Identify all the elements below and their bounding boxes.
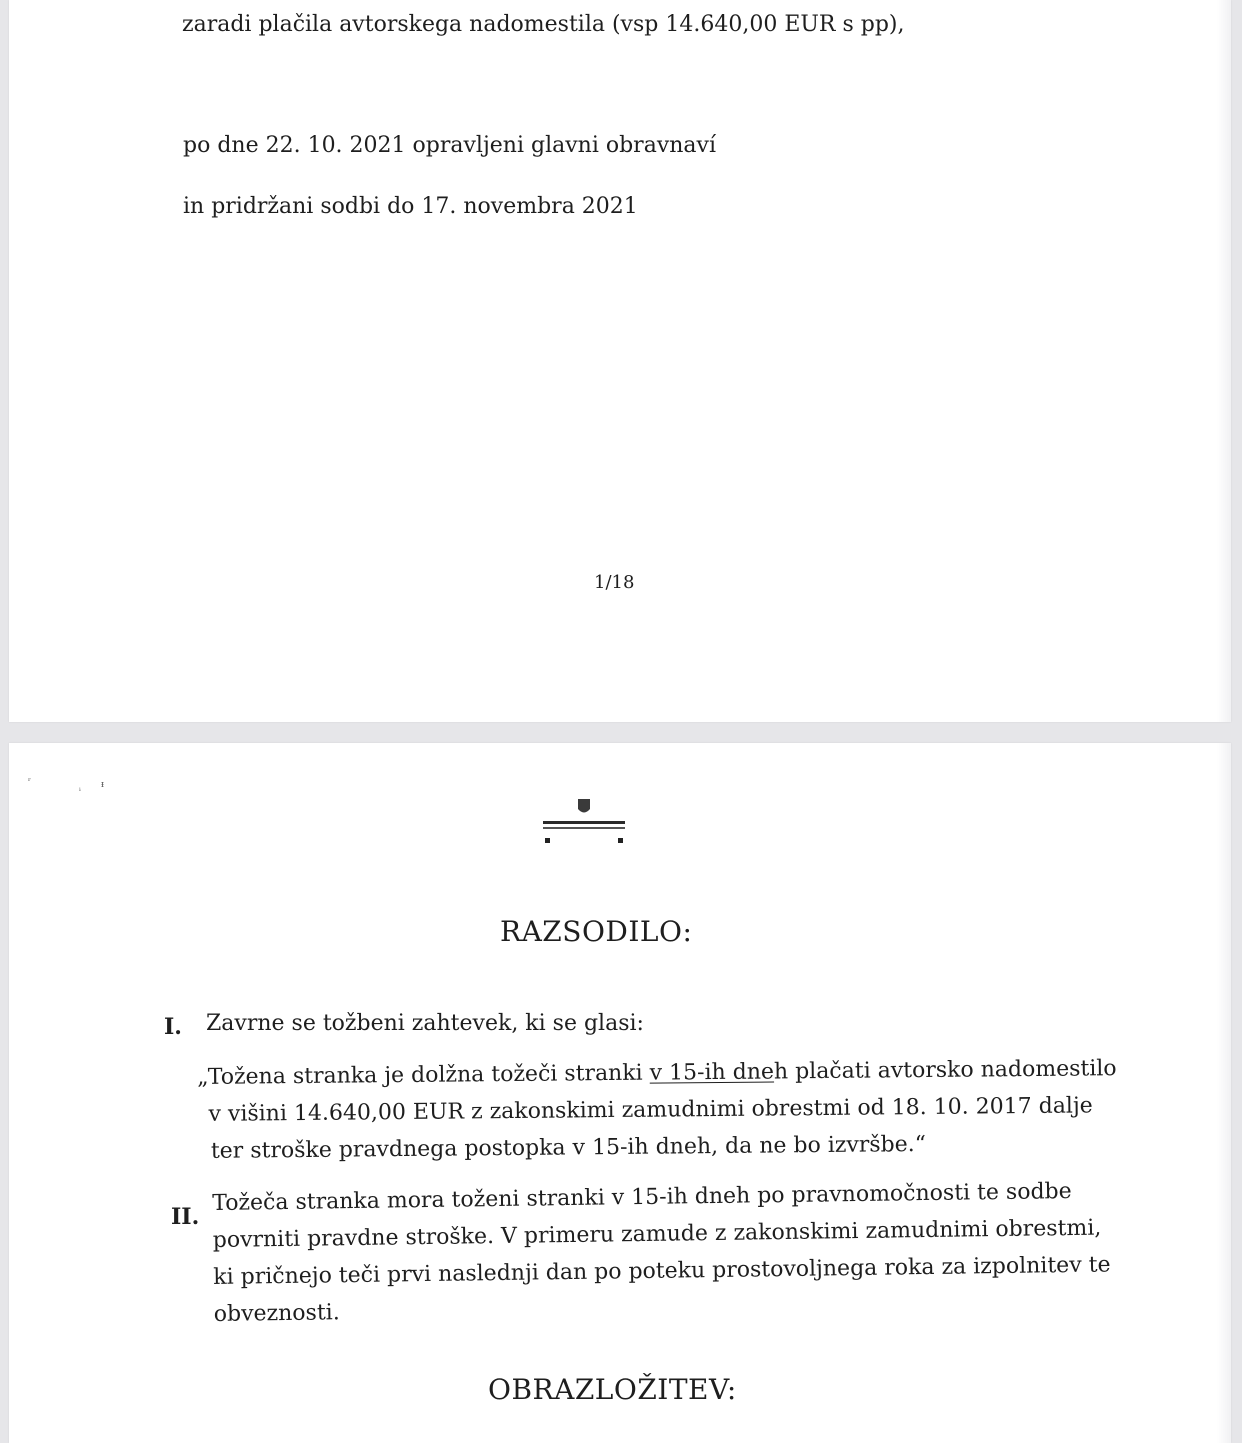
- claim-quote-line-2: v višini 14.640,00 EUR z zakonskimi zamudnimi obrestmi od 18. 10. 2017 dalje: [208, 1093, 1093, 1127]
- page-number: 1/18: [594, 572, 635, 593]
- costs-line-2: povrniti pravdne stroške. V primeru zamude z zakonskimi zamudnimi obrestmi,: [212, 1215, 1102, 1253]
- costs-line-4: obveznosti.: [213, 1300, 340, 1327]
- page-edge-shadow: [1217, 743, 1231, 1443]
- hearing-date-line: po dne 22. 10. 2021 opravljeni glavni obravnaví: [183, 133, 716, 158]
- scan-speck: ʳ: [28, 777, 32, 787]
- reasoning-heading: OBRAZLOŽITEV:: [488, 1373, 737, 1406]
- item-1-numeral: I.: [164, 1014, 182, 1040]
- costs-paragraph: [212, 1172, 1111, 1333]
- item-2-numeral: II.: [171, 1204, 200, 1230]
- claim-quote-line-3: ter stroške pravdnega postopka v 15-ih dneh, da ne bo izvršbe.“: [210, 1132, 927, 1164]
- scan-speck: ᵻ: [101, 780, 104, 790]
- subject-line: zaradi plačila avtorskega nadomestila (vsp 14.640,00 EUR s pp),: [182, 12, 905, 37]
- claim-quote: [197, 1050, 1118, 1170]
- page-edge-shadow: [1217, 0, 1231, 722]
- ruling-heading: RAZSODILO:: [500, 915, 693, 948]
- scan-speck: ᵢ: [79, 784, 81, 794]
- claim-quote-line-1: „Tožena stranka je dolžna tožeči stranki v 15-ih dneh plačati avtorsko nadomestilo: [197, 1056, 1117, 1090]
- costs-line-3: ki pričnejo teči prvi naslednji dan po poteku prostovoljnega roka za izpolnitev te: [213, 1252, 1111, 1290]
- item-1-text: Zavrne se tožbeni zahtevek, ki se glasi:: [206, 1011, 644, 1036]
- deadline-underlined: v 15-ih dne: [649, 1059, 775, 1086]
- costs-line-1: Tožeča stranka mora toženi stranki v 15-ih dneh po pravnomočnosti te sodbe: [212, 1178, 1072, 1216]
- reserved-judgment-line: in pridržani sodbi do 17. novembra 2021: [183, 194, 638, 219]
- document-page-2: [9, 743, 1231, 1443]
- document-page-1: [9, 0, 1231, 722]
- court-crest-icon: [541, 797, 631, 847]
